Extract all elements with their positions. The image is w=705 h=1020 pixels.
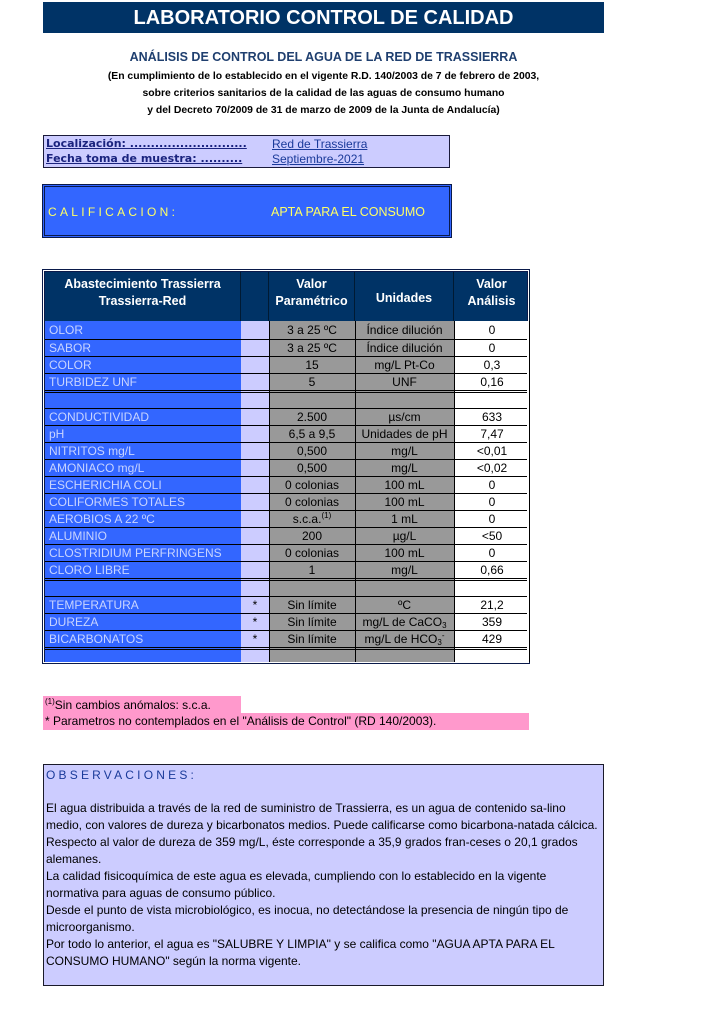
parametric-value-text: 1 — [308, 563, 316, 577]
unit-text: mg/L — [391, 461, 418, 475]
report-title: LABORATORIO CONTROL DE CALIDAD — [43, 2, 604, 33]
unit-text: Unidades de pH — [361, 427, 448, 441]
parametric-value — [269, 545, 355, 561]
unit — [355, 409, 454, 425]
analysis-value: 0 — [488, 495, 496, 509]
header-param-value — [269, 272, 355, 321]
parametric-value-text: 0 colonias — [284, 495, 340, 509]
parameter-name: AMONIACO mg/L — [49, 461, 145, 475]
sample-date-value[interactable]: Septiembre-2021 — [272, 152, 365, 166]
observation-paragraph: El agua distribuida a través de la red de suministro de Trassierra, es un agua de contenido sa-lino medio, con valores de dureza y bicarbonatos medios. Puede calificarse como bicarbona-natada cálcica. Respecto al valor de dureza de 359 mg/L, éste corresponde a 35,9 grados fran-ceses o 20,1 grados alemanes. — [46, 801, 598, 866]
not-regulated-marker — [241, 340, 269, 356]
legal-line: (En cumplimiento de lo establecido en el vigente R.D. 140/2003 de 7 de febrero de 2003, — [107, 71, 540, 82]
header-analysis-value — [454, 272, 530, 321]
parametric-value-text: 0 colonias — [284, 478, 340, 492]
table-body — [45, 321, 527, 662]
parametric-value — [269, 426, 355, 442]
sample-date-label: Fecha toma de muestra: .......... — [46, 152, 243, 165]
table-row — [45, 322, 527, 339]
parametric-value-text: s.c.a. — [292, 512, 322, 526]
unit-text: ºC — [397, 598, 412, 612]
parameter-name: CONDUCTIVIDAD — [49, 410, 150, 424]
unit-text: µs/cm — [388, 410, 421, 424]
unit — [355, 494, 454, 510]
parametric-value-text: 15 — [305, 358, 319, 372]
parametric-value-text: 6,5 a 9,5 — [288, 427, 336, 441]
not-regulated-marker — [241, 545, 269, 561]
parametric-value — [269, 409, 355, 425]
observations-text — [46, 800, 598, 970]
not-regulated-marker — [241, 443, 269, 459]
header-supply-line2: Trassierra-Red — [98, 294, 187, 308]
unit-text: 1 mL — [391, 512, 418, 526]
parameter-name: TURBIDEZ UNF — [49, 375, 137, 389]
sample-info-box — [43, 135, 450, 168]
table-row — [45, 476, 527, 493]
not-regulated-marker — [241, 357, 269, 373]
analysis-value: 0 — [488, 323, 496, 337]
analysis-value: <50 — [481, 529, 503, 543]
location-label: Localización: ............................ — [46, 137, 247, 150]
parametric-value-text: Sin límite — [287, 615, 337, 629]
parametric-value — [269, 322, 355, 338]
table-row — [45, 459, 527, 476]
table-row — [45, 425, 527, 442]
unit — [355, 477, 454, 493]
analysis-value: 7,47 — [480, 427, 504, 441]
unit — [355, 545, 454, 561]
unit-text: UNF — [392, 375, 417, 389]
parameter-name: CLOSTRIDIUM PERFRINGENS — [49, 546, 222, 560]
location-value[interactable]: Red de Trassierra — [272, 137, 368, 151]
unit-text: mg/L — [391, 563, 418, 577]
report-subtitle: ANÁLISIS DE CONTROL DEL AGUA DE LA RED DE TRASSIERRA — [129, 50, 518, 64]
not-regulated-marker — [241, 511, 269, 527]
not-regulated-marker — [241, 528, 269, 544]
footnote-asterisk: * Parametros no contemplados en el "Análisis de Control" (RD 140/2003). — [43, 713, 529, 730]
footnote-sca — [43, 696, 241, 713]
unit-text: 100 mL — [384, 478, 425, 492]
footnote-marker: (1) — [321, 511, 332, 520]
parametric-value-text: 2.500 — [296, 410, 328, 424]
qualification-value: APTA PARA EL CONSUMO — [271, 205, 425, 219]
analysis-value: 633 — [481, 410, 503, 424]
parameter-name: BICARBONATOS — [49, 632, 144, 646]
parametric-value-text: 200 — [301, 529, 323, 543]
unit-text: mg/L — [391, 444, 418, 458]
not-regulated-marker — [241, 409, 269, 425]
unit — [355, 597, 454, 613]
parameter-name: NITRITOS mg/L — [49, 444, 135, 458]
header-units — [355, 272, 454, 321]
spacer-row — [45, 578, 527, 596]
analysis-value: <0,02 — [476, 461, 508, 475]
not-regulated-marker — [241, 477, 269, 493]
parameter-name: AEROBIOS A 22 ºC — [49, 512, 155, 526]
parametric-value — [269, 477, 355, 493]
unit-subscript: 3 — [437, 638, 442, 647]
parametric-value — [269, 528, 355, 544]
legal-line: y del Decreto 70/2009 de 31 de marzo de 2009 de la Junta de Andalucía) — [147, 105, 500, 116]
table-row — [45, 373, 527, 390]
table-row — [45, 544, 527, 561]
parameter-name: pH — [49, 427, 65, 441]
spacer-row — [45, 647, 527, 665]
parametric-value — [269, 614, 355, 630]
footnote-sca-text: Sin cambios anómalos: s.c.a. — [54, 698, 211, 712]
parametric-value — [269, 597, 355, 613]
parametric-value — [269, 340, 355, 356]
unit — [355, 614, 454, 630]
unit-text: 100 mL — [384, 495, 425, 509]
analysis-table — [42, 269, 530, 664]
observations-box — [43, 764, 604, 986]
analysis-value: 0,16 — [480, 375, 504, 389]
header-units-label: Unidades — [375, 291, 433, 305]
header-supply-line1: Abastecimiento Trassierra — [64, 277, 221, 291]
parameter-name: COLOR — [49, 358, 92, 372]
header-param-line1: Valor — [296, 277, 327, 291]
unit-text: µg/L — [392, 529, 417, 543]
parametric-value-text: Sin límite — [287, 632, 337, 646]
parameter-name: CLORO LIBRE — [49, 563, 130, 577]
analysis-value: 429 — [481, 632, 503, 646]
unit — [355, 511, 454, 527]
parametric-value — [269, 374, 355, 390]
parametric-value-text: 3 a 25 ºC — [287, 341, 337, 355]
header-supply — [45, 272, 241, 321]
header-val-line2: Análisis — [467, 294, 516, 308]
unit-superscript: - — [441, 631, 445, 640]
table-row — [45, 442, 527, 459]
parametric-value — [269, 460, 355, 476]
not-regulated-marker — [241, 426, 269, 442]
analysis-value: 0 — [488, 341, 496, 355]
not-regulated-marker: * — [252, 632, 258, 646]
parametric-value-text: Sin límite — [287, 598, 337, 612]
footnote-marker: (1) — [45, 697, 55, 706]
analysis-value: 0,66 — [480, 563, 504, 577]
unit — [355, 443, 454, 459]
table-header — [45, 272, 527, 321]
parameter-name: ESCHERICHIA COLI — [49, 478, 162, 492]
unit — [355, 357, 454, 373]
analysis-value: 359 — [481, 615, 503, 629]
parametric-value — [269, 443, 355, 459]
header-param-line2: Paramétrico — [275, 294, 348, 308]
parameter-name: DUREZA — [49, 615, 99, 629]
not-regulated-marker — [241, 374, 269, 390]
legal-notice — [43, 68, 604, 119]
table-row — [45, 356, 527, 373]
unit — [355, 374, 454, 390]
unit — [355, 631, 454, 647]
observation-paragraph: Por todo lo anterior, el agua es "SALUBRE Y LIMPIA" y se califica como "AGUA APTA PARA EL CONSUMO HUMANO" según la norma vigente. — [46, 937, 555, 968]
parametric-value-text: 3 a 25 ºC — [287, 323, 337, 337]
parameter-name: ALUMINIO — [49, 529, 108, 543]
analysis-value: 0 — [488, 546, 496, 560]
parameter-name: SABOR — [49, 341, 92, 355]
parametric-value-text: 0,500 — [296, 444, 328, 458]
parametric-value — [269, 631, 355, 647]
observations-title: OBSERVACIONES: — [46, 768, 198, 782]
unit — [355, 528, 454, 544]
unit-text: mg/L Pt-Co — [374, 358, 435, 372]
parametric-value-text: 0,500 — [296, 461, 328, 475]
not-regulated-marker — [241, 562, 269, 578]
table-row — [45, 561, 527, 578]
table-row — [45, 510, 527, 527]
unit — [355, 562, 454, 578]
parameter-name: TEMPERATURA — [49, 598, 139, 612]
unit-text: mg/L de CaCO — [362, 615, 443, 629]
parametric-value — [269, 357, 355, 373]
unit-subscript: 3 — [442, 621, 447, 630]
unit-text: 100 mL — [384, 546, 425, 560]
not-regulated-marker — [241, 494, 269, 510]
unit-text: mg/L de HCO — [364, 632, 438, 646]
unit — [355, 426, 454, 442]
analysis-value: 21,2 — [480, 598, 504, 612]
spacer-row — [45, 390, 527, 408]
analysis-value: 0 — [488, 512, 496, 526]
parametric-value — [269, 511, 355, 527]
table-row — [45, 527, 527, 544]
table-row — [45, 596, 527, 613]
qualification-label: CALIFICACION: — [48, 205, 179, 219]
parametric-value-text: 5 — [308, 375, 316, 389]
parametric-value-text: 0 colonias — [284, 546, 340, 560]
table-row — [45, 493, 527, 510]
analysis-value: 0,3 — [483, 358, 501, 372]
unit — [355, 340, 454, 356]
header-val-line1: Valor — [476, 277, 507, 291]
unit-text: Índice dilución — [366, 323, 443, 337]
not-regulated-marker — [241, 460, 269, 476]
table-row — [45, 613, 527, 630]
not-regulated-marker: * — [252, 615, 258, 629]
analysis-value: 0 — [488, 478, 496, 492]
unit — [355, 460, 454, 476]
not-regulated-marker — [241, 322, 269, 338]
table-row — [45, 630, 527, 647]
parameter-name: COLIFORMES TOTALES — [49, 495, 186, 509]
analysis-value: <0,01 — [476, 444, 508, 458]
header-star-spacer — [241, 272, 269, 321]
legal-line: sobre criterios sanitarios de la calidad de las aguas de consumo humano — [142, 88, 505, 99]
table-row — [45, 408, 527, 425]
parametric-value — [269, 562, 355, 578]
parameter-name: OLOR — [49, 323, 84, 337]
unit — [355, 322, 454, 338]
observation-paragraph: Desde el punto de vista microbiológico, es inocua, no detectándose la presencia de ningún tipo de microorganismo. — [46, 903, 569, 934]
parametric-value — [269, 494, 355, 510]
table-row — [45, 339, 527, 356]
observation-paragraph: La calidad fisicoquímica de este agua es elevada, cumpliendo con lo establecido en la vigente normativa para aguas de consumo público. — [46, 869, 547, 900]
not-regulated-marker: * — [252, 598, 258, 612]
unit-text: Índice dilución — [366, 341, 443, 355]
qualification-box — [42, 184, 452, 238]
